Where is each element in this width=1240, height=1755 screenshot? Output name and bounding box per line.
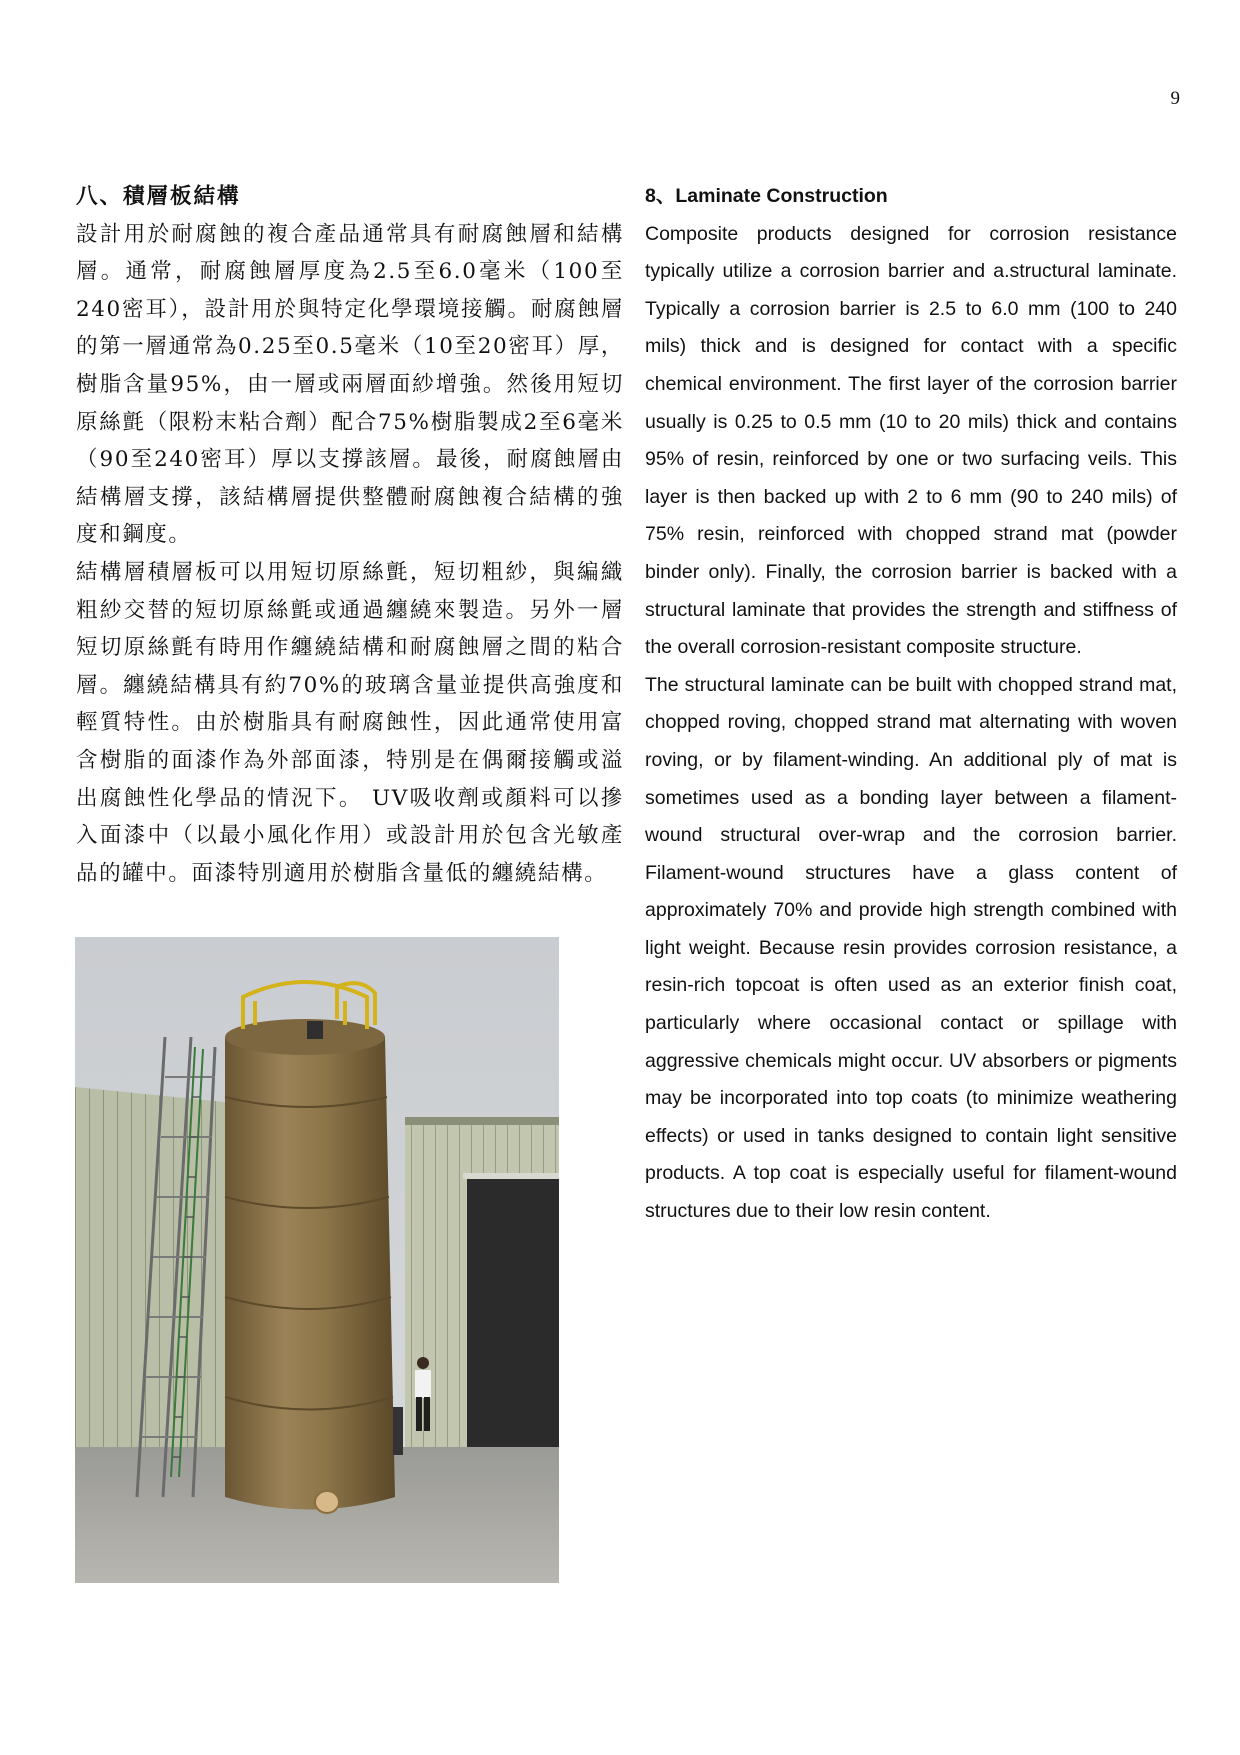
chinese-paragraph-1: 設計用於耐腐蝕的複合產品通常具有耐腐蝕層和結構層。通常，耐腐蝕層厚度為2.5至6.0毫米（100至240密耳），設計用於與特定化學環境接觸。耐腐蝕層的第一層通常為0.25至0.5毫米（10至20密耳）厚，樹脂含量95%，由一層或兩層面紗增強。然後用短切原絲氈（限粉末粘合劑）配合75%樹脂製成2至6毫米（90至240密耳）厚以支撐該層。最後，耐腐蝕層由結構層支撐，該結構層提供整體耐腐蝕複合結構的強度和鋼度。 [76, 221, 624, 548]
english-heading: 8、Laminate Construction [645, 185, 888, 207]
chinese-heading: 八、積層板結構 [76, 184, 241, 209]
page-number: 9 [1170, 88, 1180, 109]
english-column [645, 178, 1177, 1231]
chinese-column [76, 178, 624, 892]
english-paragraph-2: The structural laminate can be built with chopped strand mat, chopped roving, chopped strand mat alternating with woven roving, or by filament-winding. An additional ply of mat is sometimes used as a bonding layer between a filament-wound structural over-wrap and the corrosion barrier. Filament-wound structures have a glass content of approximately 70% and provide high strength combined with light weight. Because resin provides corrosion resistance, a resin-rich topcoat is often used as an exterior finish coat, particularly where occasional contact or spillage with aggressive chemicals might occur. UV absorbers or pigments may be incorporated into top coats (to minimize weathering effects) or used in tanks designed to contain light sensitive products. A top coat is especially useful for filament-wound structures due to their low resin content. [645, 673, 1177, 1223]
english-paragraph-1: Composite products designed for corrosion resistance typically utilize a corrosion barrier and a.structural laminate. Typically a corrosion barrier is 2.5 to 6.0 mm (100 to 240 mils) thick and is designed for contact with a specific chemical environment. The first layer of the corrosion barrier usually is 0.25 to 0.5 mm (10 to 20 mils) thick and contains 95% of resin, reinforced by one or two surfacing veils. This layer is then backed up with 2 to 6 mm (90 to 240 mils) of 75% resin, reinforced with chopped strand mat (powder binder only). Finally, the corrosion barrier is backed with a structural laminate that provides the strength and stiffness of the overall corrosion-resistant composite structure. [645, 222, 1177, 659]
chinese-paragraph-2: 結構層積層板可以用短切原絲氈，短切粗紗，與編織粗紗交替的短切原絲氈或通過纏繞來製造。另外一層短切原絲氈有時用作纏繞結構和耐腐蝕層之間的粘合層。纏繞結構具有約70%的玻璃含量並提供高強度和輕質特性。由於樹脂具有耐腐蝕性，因此通常使用富含樹脂的面漆作為外部面漆，特別是在偶爾接觸或溢出腐蝕性化學品的情況下。 UV吸收劑或顏料可以摻入面漆中（以最小風化作用）或設計用於包含光敏產品的罐中。面漆特別適用於樹脂含量低的纏繞結構。 [76, 559, 624, 886]
tank-photo [75, 937, 559, 1583]
